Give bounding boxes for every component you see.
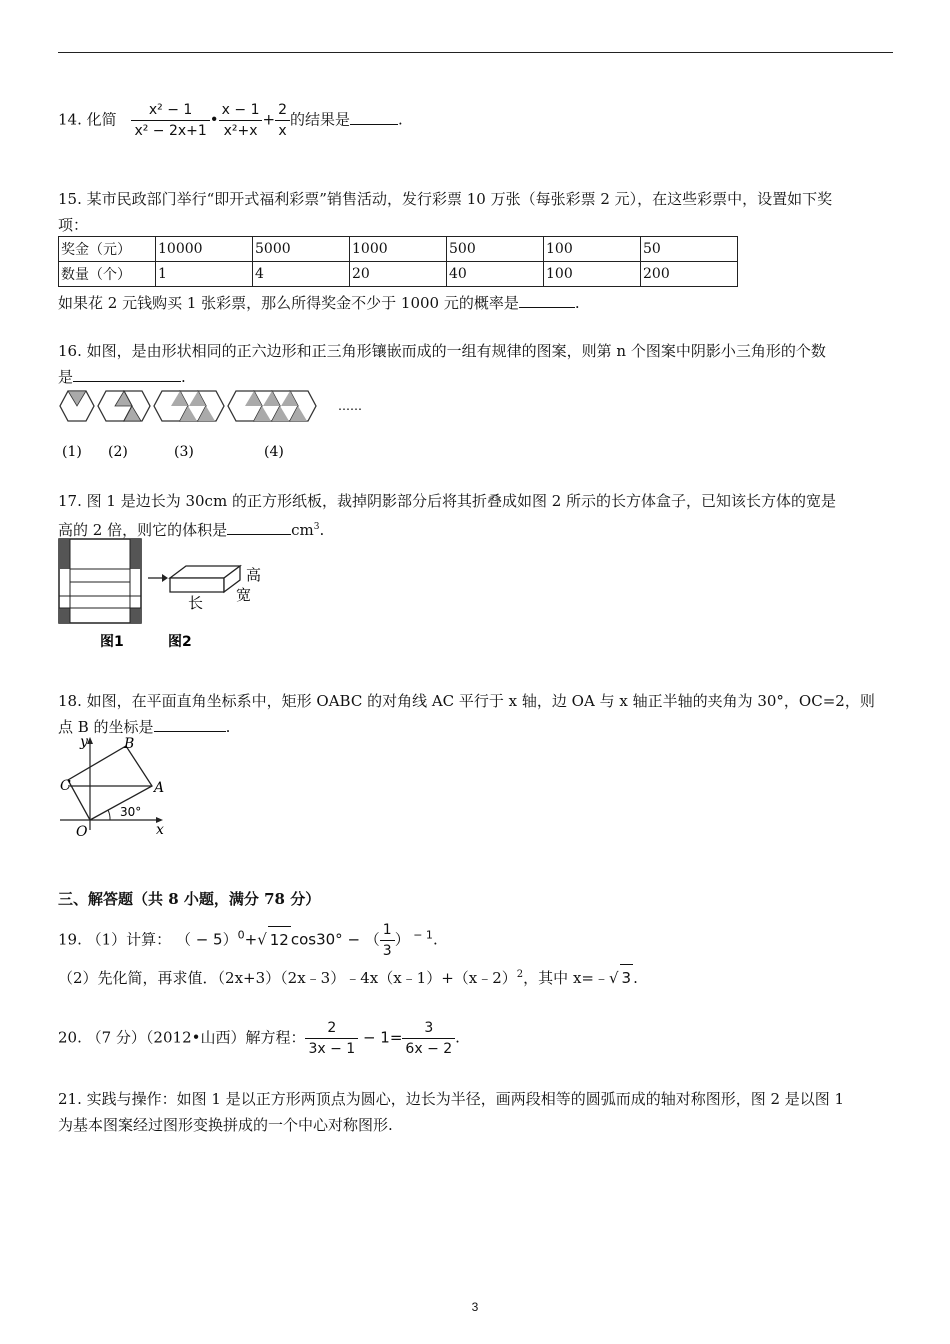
- question-19-part1: 19. （1）计算： （ − 5）$^0$+√ 12 cos30° − （ $\frac{1}{3}$ ） $^{- 1}$.: [58, 922, 438, 959]
- ellipsis: ……: [338, 399, 362, 413]
- answer-blank: [350, 110, 398, 125]
- gao-label: 高: [246, 566, 262, 584]
- question-14: 14. 化简 $\frac{\text{x² − 1}}{\text{x² − 2x+1}}$ • $\frac{x - 1}{\text{x²+x}}$ + $\frac{2}{x}$ 的结果是 .: [58, 102, 403, 139]
- question-21: 21. 实践与操作：如图 1 是以正方形两顶点为圆心，边长为半径，画两段相等的圆弧而成的轴对称图形，图 2 是以图 1 为基本图案经过图形变换拼成的一个中心对称图形.: [58, 1090, 845, 1134]
- question-19-part2: （2）先化简，再求值．（2x+3）（2x﹣3）﹣4x（x﹣1）+（x﹣2）$^2$，其中 x=﹣√ 3 .: [58, 962, 896, 991]
- label-1: (1): [62, 444, 82, 460]
- question-20: 20. （7 分）（2012•山西）解方程： $\frac{2}{3x - 1}$ − 1= $\frac{3}{6x - 2}$ .: [58, 1020, 460, 1057]
- question-16: 16. 如图，是由形状相同的正六边形和正三角形镶嵌而成的一组有规律的图案，则第 n 个图案中阴影小三角形的个数 是 .: [58, 342, 826, 386]
- y-label: y: [80, 734, 88, 750]
- question-18: 18. 如图，在平面直角坐标系中，矩形 OABC 的对角线 AC 平行于 x 轴，边 OA 与 x 轴正半轴的夹角为 30°，OC=2，则 点 B 的坐标是 .: [58, 692, 875, 736]
- fraction-3: $\frac{2}{x}$: [275, 100, 290, 141]
- answer-blank: [154, 717, 226, 732]
- A-label: A: [154, 780, 165, 796]
- question-15-ask: 如果花 2 元钱购买 1 张彩票，那么所得奖金不少于 1000 元的概率是 .: [58, 294, 580, 312]
- page-number: 3: [471, 1300, 479, 1314]
- box-figure: [58, 538, 288, 656]
- fraction-2: $\frac{x - 1}{\text{x²+x}}$: [219, 100, 263, 141]
- table-row: 奖金（元） 10000 5000 1000 500 100 50: [59, 237, 738, 262]
- fig1-label: 图1: [100, 634, 124, 650]
- hexagon-pattern-figure: [58, 386, 378, 466]
- pattern-3: [154, 391, 224, 421]
- section-3-title: 三、解答题（共 8 小题，满分 78 分）: [58, 890, 321, 908]
- header-rule: [58, 52, 893, 53]
- x-label: x: [156, 822, 164, 838]
- angle-label: 30°: [120, 805, 142, 819]
- label-3: (3): [174, 444, 194, 460]
- answer-blank: [73, 367, 181, 382]
- fraction-1: $\frac{\text{x² − 1}}{\text{x² − 2x+1}}$: [131, 100, 209, 141]
- prize-table: [58, 236, 738, 287]
- O-label: O: [76, 824, 88, 840]
- chang-label: 长: [188, 594, 204, 612]
- label-2: (2): [108, 444, 128, 460]
- answer-blank: [519, 293, 575, 308]
- coordinate-figure: [58, 734, 178, 840]
- question-17: 17. 图 1 是边长为 30cm 的正方形纸板，裁掉阴影部分后将其折叠成如图 2 所示的长方体盒子，已知该长方体的宽是 高的 2 倍，则它的体积是 $cm^3$.: [58, 492, 837, 539]
- fig2-label: 图2: [168, 634, 192, 650]
- C-label: C: [60, 778, 71, 794]
- pattern-2: [98, 391, 150, 421]
- label-4: (4): [264, 444, 284, 460]
- table-row: 数量（个） 1 4 20 40 100 200: [59, 262, 738, 287]
- question-15: 15. 某市民政部门举行“即开式福利彩票”销售活动，发行彩票 10 万张（每张彩票 2 元），在这些彩票中，设置如下奖 项：: [58, 190, 833, 234]
- answer-blank: [227, 520, 291, 535]
- B-label: B: [124, 736, 135, 752]
- pattern-1: [60, 391, 94, 421]
- kuan-label: 宽: [236, 586, 252, 604]
- pattern-4: [228, 391, 316, 421]
